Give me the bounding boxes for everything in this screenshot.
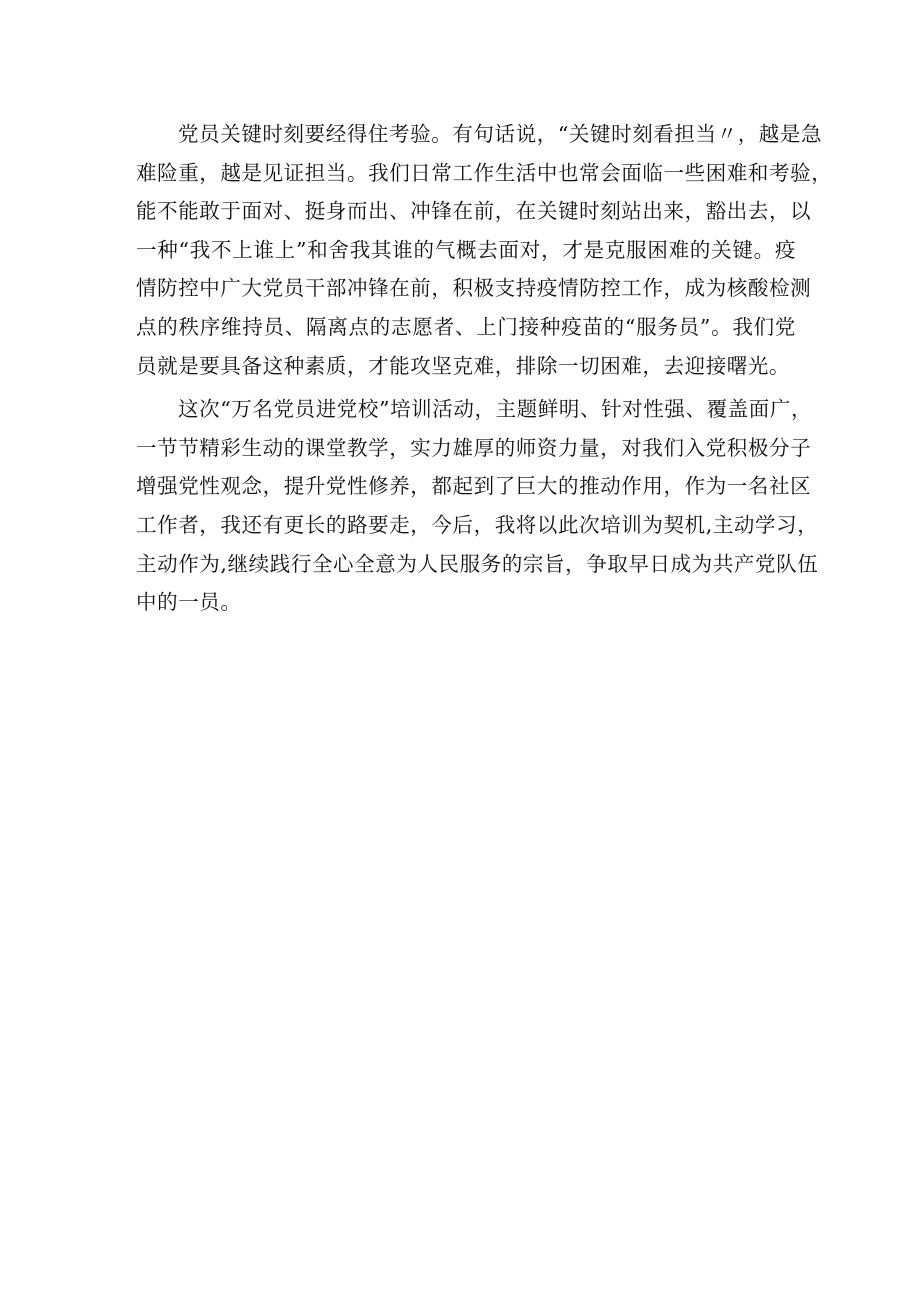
paragraph-2 <box>136 390 819 622</box>
paragraph-line: 工作者，我还有更长的路要走，今后，我将以此次培训为契机,主动学习， <box>136 512 819 537</box>
document-body <box>136 115 833 622</box>
paragraph-line: 增强党性观念，提升党性修养，都起到了巨大的推动作用，作为一名社区 <box>136 474 812 499</box>
paragraph-line: 难险重，越是见证担当。我们日常工作生活中也常会面临一些困难和考验， <box>136 160 833 185</box>
paragraph-line: 一节节精彩生动的课堂教学，实力雄厚的师资力量，对我们入党积极分子 <box>136 435 812 460</box>
paragraph-1 <box>136 115 833 385</box>
paragraph-line: 能不能敢于面对、挺身而出、冲锋在前，在关键时刻站出来，豁出去，以 <box>136 199 812 224</box>
paragraph-line: 点的秩序维持员、隔离点的志愿者、上门接种疫苗的“服务员”。我们党 <box>136 314 796 339</box>
paragraph-line: 党员关键时刻要经得住考验。有句话说，“关键时刻看担当〃，越是急 <box>178 122 823 146</box>
paragraph-line: 这次“万名党员进党校”培训活动，主题鲜明、针对性强、覆盖面广， <box>178 397 813 422</box>
paragraph-line: 中的一员。 <box>136 590 242 615</box>
paragraph-line: 情防控中广大党员干部冲锋在前，积极支持疫情防控工作，成为核酸检测 <box>136 276 812 301</box>
paragraph-line: 主动作为,继续践行全心全意为人民服务的宗旨，争取早日成为共产党队伍 <box>136 551 819 576</box>
paragraph-line: 员就是要具备这种素质，才能攻坚克难，排除一切困难，去迎接曙光。 <box>136 353 791 378</box>
paragraph-line: 一种“我不上谁上”和舍我其谁的气概去面对，才是克服困难的关键。疫 <box>136 237 796 262</box>
